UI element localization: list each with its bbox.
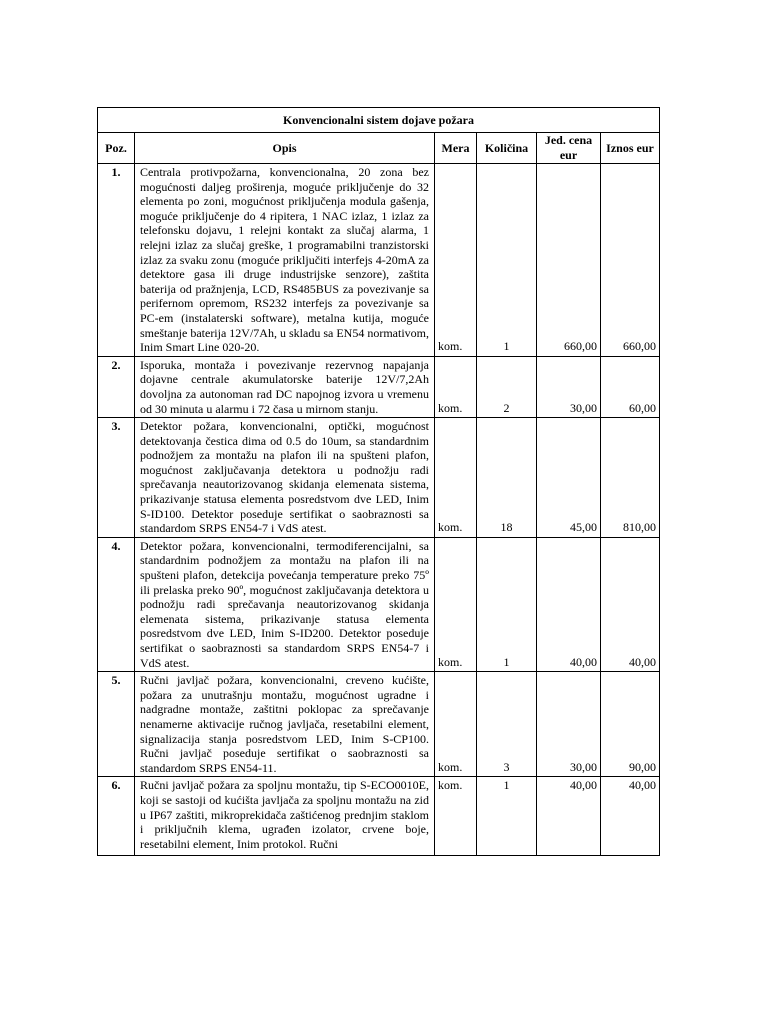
row-poz: 3. <box>98 418 135 538</box>
row-iznos: 40,00 <box>601 537 660 671</box>
specification-table <box>97 107 660 856</box>
row-opis: Detektor požara, konvencionalni, optički, mogućnost detektovanja čestica dima od 0.5 do 10um, sa standardnim podnožjem za montažu na plafon ili na spušteni plafon, mogućnost zaključavanja detektora u podnožju radi sprečavanja neautorizovanog skidanja elemenata sistema, prikazivanje statusa elementa posredstvom dve LED, Inim S-ID100. Detektor poseduje sertifikat o saobraznosti sa standardom SRPS EN54-7 i VdS atest. <box>135 418 435 538</box>
row-opis: Ručni javljač požara, konvencionalni, creveno kućište, požara za unutrašnju montažu, mogućnost ugradne i nadgradne montaže, zaštitni poklopac za sprečavanje nenamerne aktivacije ručnog javljača, resetabilni element, signalizacija stanja posredstvom LED, Inim S-CP100. Ručni javljač poseduje sertifikat o saobraznosti sa standardom SRPS EN54-11. <box>135 672 435 777</box>
table-row <box>98 356 660 417</box>
row-mera: kom. <box>435 356 477 417</box>
row-jed-cena: 40,00 <box>537 537 601 671</box>
row-poz: 1. <box>98 164 135 357</box>
row-kolicina: 3 <box>477 672 537 777</box>
row-kolicina: 1 <box>477 537 537 671</box>
row-iznos: 90,00 <box>601 672 660 777</box>
row-jed-cena: 40,00 <box>537 777 601 856</box>
row-mera: kom. <box>435 164 477 357</box>
row-kolicina: 1 <box>477 164 537 357</box>
row-iznos: 660,00 <box>601 164 660 357</box>
table-row <box>98 537 660 671</box>
row-opis-cell <box>135 777 435 856</box>
header-iznos: Iznos eur <box>601 133 660 164</box>
row-mera: kom. <box>435 672 477 777</box>
header-opis: Opis <box>135 133 435 164</box>
row-mera: kom. <box>435 777 477 856</box>
row-kolicina: 18 <box>477 418 537 538</box>
row-iznos: 810,00 <box>601 418 660 538</box>
row-opis: Isporuka, montaža i povezivanje rezervnog napajanja dojavne centrale akumulatorske baterije 12V/7,2Ah dovoljna za autonoman rad DC napojnog izvora u vremenu od 30 minuta u alarmu i 72 časa u mirnom stanju. <box>135 356 435 417</box>
header-poz: Poz. <box>98 133 135 164</box>
row-poz: 5. <box>98 672 135 777</box>
table-header-row <box>98 133 660 164</box>
table-title: Konvencionalni sistem dojave požara <box>98 108 660 133</box>
row-kolicina: 2 <box>477 356 537 417</box>
table-row <box>98 164 660 357</box>
header-mera: Mera <box>435 133 477 164</box>
row-poz: 4. <box>98 537 135 671</box>
row-opis: Ručni javljač požara za spoljnu montažu, tip S-ECO0010E, koji se sastoji od kućišta javljača za spoljnu montažu na zid u IP67 zaštiti, mikroprekidača zaštićenog prednjim staklom i priključnih klema, ugrađen izolator, crvene boje, resetabilni element, Inim protokol. Ručni <box>140 778 429 851</box>
table-row <box>98 777 660 856</box>
row-iznos: 40,00 <box>601 777 660 856</box>
table-row <box>98 672 660 777</box>
row-jed-cena: 660,00 <box>537 164 601 357</box>
row-opis: Detektor požara, konvencionalni, termodiferencijalni, sa standardnim podnožjem za montažu na plafon ili na spušteni plafon, detekcija povećanja temperature preko 75º ili prelaska preko 90º, mogućnost zaključavanja detektora u podnožju radi sprečavanja neautorizovanog skidanja elemenata sistema, prikazivanje statusa elementa posredstvom dve LED, Inim S-ID200. Detektor poseduje sertifikat o saobraznosti sa standardom SRPS EN54-7 i VdS atest. <box>135 537 435 671</box>
row-jed-cena: 30,00 <box>537 672 601 777</box>
header-jed-cena: Jed. cena eur <box>537 133 601 164</box>
row-poz: 2. <box>98 356 135 417</box>
row-jed-cena: 30,00 <box>537 356 601 417</box>
row-poz: 6. <box>98 777 135 856</box>
row-kolicina: 1 <box>477 777 537 856</box>
row-mera: kom. <box>435 418 477 538</box>
row-opis: Centrala protivpožarna, konvencionalna, 20 zona bez mogućnosti daljeg proširenja, moguće priključenje do 32 elementa po zoni, mogućnost priključenja modula gašenja, moguće priključenje do 4 ripitera, 1 NAC izlaz, 1 izlaz za telefonsku dojavu, 1 relejni kontakt za slučaj alarma, 1 relejni izlaz za slučaj greške, 1 programabilni tranzistorski izlaz za svaku zonu (moguće priključiti interfejs 4-20mA za detektore gasa ili druge industrijske senzore), zaštita baterija od pražnjenja, LCD, RS485BUS za povezivanje sa perifernom opremom, RS232 interfejs za povezivanje sa PC-em (instalaterski software), metalna kutija, moguće smeštanje baterija 12V/7Ah, u skladu sa EN54 normativom, Inim Smart Line 020-20. <box>135 164 435 357</box>
table-title-row <box>98 108 660 133</box>
row-mera: kom. <box>435 537 477 671</box>
row-jed-cena: 45,00 <box>537 418 601 538</box>
header-kolicina: Količina <box>477 133 537 164</box>
row-iznos: 60,00 <box>601 356 660 417</box>
table-row <box>98 418 660 538</box>
